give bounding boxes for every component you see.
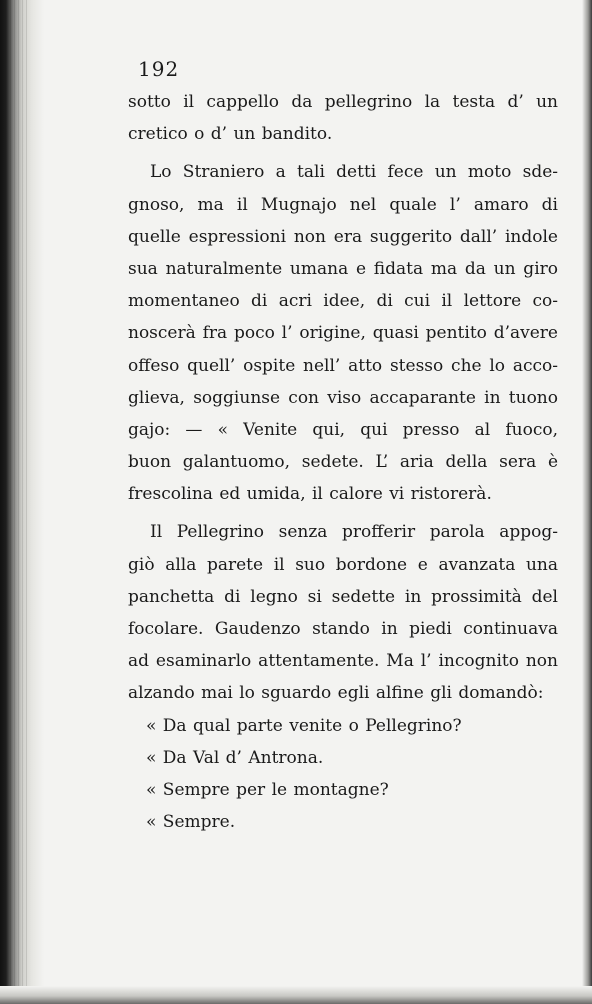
paragraph-1 — [128, 86, 558, 150]
text-line: momentaneo di acri idee, di cui il lettore co- — [128, 291, 558, 312]
text-line: Lo Straniero a tali detti fece un moto sde- — [150, 162, 558, 183]
text-line: panchetta di legno si sedette in prossimità del — [128, 586, 558, 607]
page-text-block — [128, 52, 558, 838]
right-page-edge — [582, 0, 592, 1004]
text-line: Il Pellegrino senza profferir parola appog- — [150, 522, 558, 543]
text-line: giò alla parete il suo bordone e avanzata una — [128, 554, 558, 575]
text-line: alzando mai lo sguardo egli alfine gli domandò: — [128, 683, 544, 704]
text-line: frescolina ed umida, il calore vi ristorerà. — [128, 484, 492, 505]
text-line: gnoso, ma il Mugnajo nel quale l’ amaro di — [128, 194, 558, 215]
dialogue-line: « Da qual parte venite o Pellegrino? — [146, 715, 462, 736]
paragraph-2 — [128, 156, 558, 510]
text-line: buon galantuomo, sedete. L’ aria della sera è — [128, 452, 558, 473]
text-line: sotto il cappello da pellegrino la testa d’ un — [128, 92, 558, 112]
text-line: glieva, soggiunse con viso accaparante in tuono — [128, 387, 558, 408]
text-line: quelle espressioni non era suggerito dall’ indole — [128, 226, 558, 247]
paragraph-3 — [128, 516, 558, 709]
page-edges-texture — [10, 0, 30, 1004]
text-line: offeso quell’ ospite nell’ atto stesso che lo acco- — [128, 355, 558, 376]
text-line: gajo: — « Venite qui, qui presso al fuoco, — [128, 419, 558, 440]
page-number: 192 — [138, 57, 180, 81]
dialogue-line: « Sempre. — [146, 812, 236, 833]
dialogue-line: « Sempre per le montagne? — [146, 779, 389, 800]
text-line: sua naturalmente umana e fidata ma da un giro — [128, 258, 558, 279]
dialogue-block — [128, 710, 558, 839]
bottom-page-edge — [0, 986, 592, 1004]
text-line: cretico o d’ un bandito. — [128, 124, 333, 145]
text-line: ad esaminarlo attentamente. Ma l’ incognito non — [128, 651, 558, 672]
text-line: focolare. Gaudenzo stando in piedi continuava — [128, 619, 558, 639]
text-line: noscerà fra poco l’ origine, quasi pentito d’avere — [128, 323, 558, 344]
dialogue-line: « Da Val d’ Antrona. — [146, 747, 324, 768]
